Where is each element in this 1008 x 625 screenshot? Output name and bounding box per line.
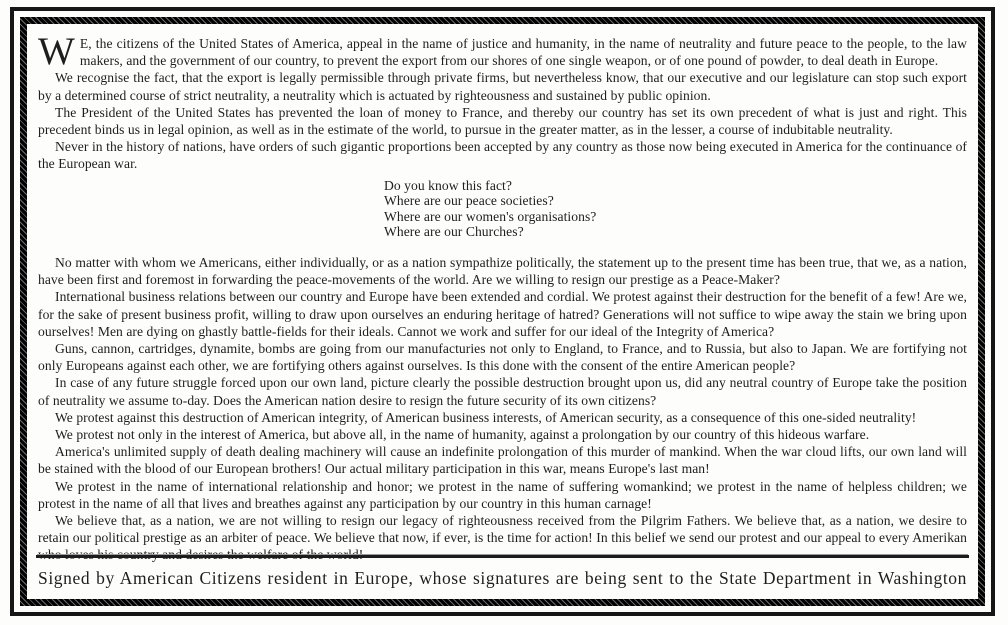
paragraph: We recognise the fact, that the export is legally permissible through private firms, but nevertheless know, that our executive and our legislature can stop such export by a determined course of strict neutrality, a neutrality which is actuated by righteousness and sustained by public opinion.: [38, 70, 967, 103]
paragraph: In case of any future struggle forced upon our own land, picture clearly the possible destruction brought upon us, did any neutral country of Europe take the position of neutrality we assume to-day. Does the American nation desire to resign the future security of its own citizens?: [38, 375, 967, 408]
questions-block: [384, 178, 967, 240]
question-line: Where are our Churches?: [384, 224, 524, 240]
paragraph: America's unlimited supply of death dealing machinery will cause an indefinite prolongation of this murder of mankind. When the war cloud lifts, our own land will be stained with the blood of our European brothers! Our actual military participation in this war, means Europe's last man!: [38, 444, 967, 477]
paragraph: We protest not only in the interest of America, but above all, in the name of humanity, against a prolongation by our country of this hideous warfare.: [55, 427, 870, 443]
inner-border: [20, 17, 985, 606]
paragraph: We protest in the name of international relationship and honor; we protest in the name of suffering womankind; we protest in the name of helpless children; we protest in the name of all that lives and breathes against any participation by our country in this human carnage!: [38, 478, 967, 511]
opening-text: E, the citizens of the United States of America, appeal in the name of justice and humanity, in the name of neutrality and future peace to the people, to the law makers, and the government of our country, to prevent the export from our shores of one single weapon, or of one pound of powder, to deal death in Europe.: [79, 36, 967, 69]
question-line: Where are our women's organisations?: [384, 208, 597, 224]
paragraph: Never in the history of nations, have orders of such gigantic proportions been accepted by any country as those now being executed in America for the continuance of the European war.: [38, 139, 967, 172]
signature-area: [36, 555, 969, 588]
opening-paragraph: [38, 30, 967, 73]
paragraphs-before-questions: [38, 69, 967, 172]
document-content: [38, 30, 967, 564]
paragraph: We protest against this destruction of American integrity, of American business interests, of American security, as a consequence of this one-sided neutrality!: [55, 409, 917, 425]
paragraph: International business relations between our country and Europe have been extended and cordial. We protest against their destruction for the benefit of a few! Are we, for the sake of present business profit, willing to draw upon ourselves an enduring heritage of hatred? Generations will not suffice to wipe away the stain we bring upon ourselves! Men are dying on ghastly battle-fields for their ideals. Cannot we work and suffer for our ideal of the Integrity of America?: [38, 289, 967, 339]
paragraphs-after-questions: [38, 254, 967, 564]
paragraph: The President of the United States has prevented the loan of money to France, and thereby our country has set its own precedent of what is just and right. This precedent binds us in legal opinion, as well as in the estimate of the world, to pursue in the greater matter, as in the lesser, a course of indubitable neutrality.: [38, 104, 967, 138]
paragraph: Guns, cannon, cartridges, dynamite, bombs are going from our manufacturies not only to England, to France, and to Russia, but also to Japan. We are fortifying not only Europeans against each other, we are fortifying others against ourselves. Is this done with the consent of the entire American people?: [38, 341, 967, 374]
paragraph: No matter with whom we Americans, either individually, or as a nation sympathize politically, the statement up to the present time has been true, that we, as a nation, have been first and foremost in forwarding the peace-movements of the world. Are we willing to resign our prestige as a Peace-Maker?: [38, 255, 967, 288]
signature-line: Signed by American Citizens resident in Europe, whose signatures are being sent to the State Department in Washington: [38, 568, 967, 588]
question-line: Where are our peace societies?: [384, 193, 554, 209]
question-line: Do you know this fact?: [384, 177, 512, 193]
separator-rule: [36, 555, 969, 558]
paragraph: We believe that, as a nation, we are not willing to resign our legacy of righteousness received from the Pilgrim Fathers. We believe that, as a nation, we desire to retain our political prestige as an arbiter of peace. We believe that now, if ever, is the time for action! In this belief we send our protest and our appeal to every Amerikan who loves his country and desires the welfare of the world!: [38, 513, 967, 563]
outer-border: [10, 7, 995, 616]
drop-cap: W: [38, 30, 75, 73]
